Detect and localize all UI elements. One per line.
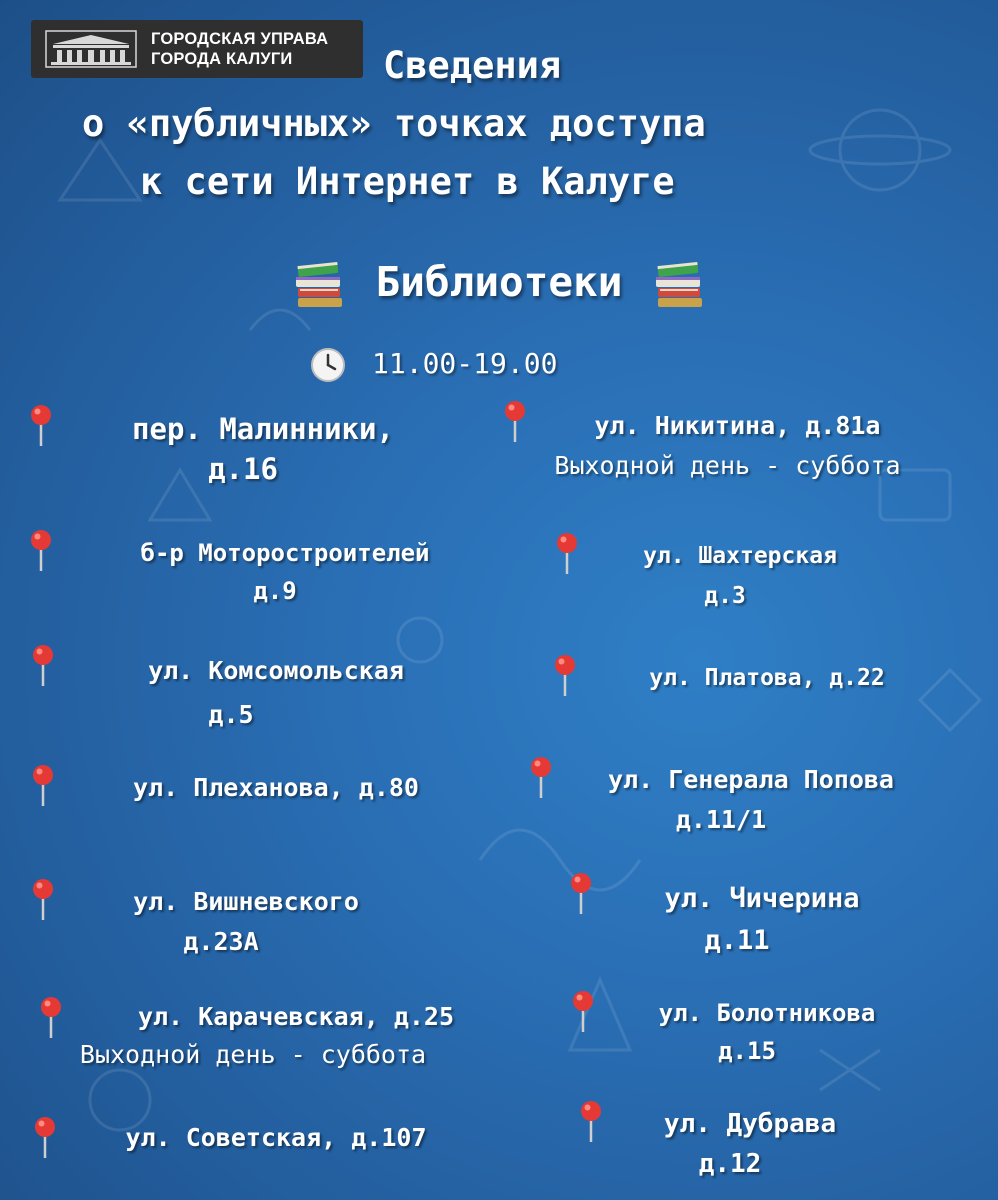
pushpin-icon: [554, 532, 580, 576]
library-address: [612, 878, 912, 962]
address-street: ул. Карачевская, д.25: [137, 1002, 455, 1031]
library-address: [620, 1104, 880, 1184]
library-address: [556, 760, 946, 840]
address-house: д.3: [704, 583, 746, 609]
page-title-line-1: Сведения: [383, 44, 562, 87]
address-house: д.16: [208, 452, 278, 486]
logo-line-1: ГОРОДСКАЯ УПРАВА: [151, 30, 329, 48]
address-street: ул. Болотникова: [658, 999, 876, 1027]
library-address: [612, 994, 922, 1070]
pushpin-icon: [568, 872, 594, 916]
pushpin-icon: [32, 1116, 58, 1160]
books-icon: [652, 260, 706, 310]
logo-line-2: ГОРОДА КАЛУГИ: [151, 50, 293, 68]
address-house: д.23А: [183, 927, 259, 956]
address-house: д.12: [698, 1149, 762, 1179]
page-title-line-2: о «публичных» точках доступа: [82, 102, 706, 145]
address-street: ул. Дубрава: [663, 1109, 837, 1139]
library-address: [28, 998, 508, 1074]
library-address: [55, 534, 515, 610]
address-street: б-р Моторостроителей: [140, 539, 430, 567]
hours-text: 11.00-19.00: [372, 347, 558, 380]
pushpin-icon: [30, 764, 56, 808]
library-address: [590, 536, 890, 616]
address-house: д.5: [208, 700, 254, 729]
address-street: ул. Плеханова, д.80: [133, 773, 419, 802]
library-address: [58, 409, 468, 489]
library-address: [66, 768, 486, 808]
address-street: ул. Комсомольская: [148, 656, 404, 685]
city-administration-logo: [31, 20, 363, 78]
address-street: ул. Чичерина: [664, 883, 860, 914]
opening-hours: [310, 344, 557, 384]
building-emblem-icon: [45, 30, 137, 68]
day-off-note: Выходной день - суббота: [554, 451, 901, 480]
address-house: д.9: [253, 577, 297, 605]
library-address: [66, 1118, 486, 1158]
address-street: ул. Платова, д.22: [649, 665, 885, 691]
pushpin-icon: [552, 654, 578, 698]
section-title: Библиотеки: [375, 258, 623, 306]
library-address: [66, 882, 426, 962]
section-header: [0, 258, 998, 310]
pushpin-icon: [528, 756, 554, 800]
logo-caption: [151, 29, 328, 69]
clock-icon: [310, 347, 346, 383]
pushpin-icon: [570, 990, 596, 1034]
address-street: пер. Малинники,: [132, 412, 394, 446]
address-street: ул. Советская, д.107: [125, 1123, 427, 1152]
books-icon: [292, 260, 346, 310]
library-address: [592, 658, 942, 698]
day-off-note: Выходной день - суббота: [79, 1040, 427, 1069]
library-address: [470, 406, 985, 486]
address-house: д.11: [704, 925, 770, 956]
address-house: д.11/1: [675, 805, 767, 834]
address-street: ул. Шахтерская: [643, 543, 837, 569]
pushpin-icon: [30, 644, 56, 688]
library-address: [66, 649, 486, 737]
pushpin-icon: [30, 878, 56, 922]
address-street: ул. Вишневского: [133, 887, 359, 916]
address-house: д.15: [718, 1037, 776, 1065]
pushpin-icon: [28, 529, 54, 573]
pushpin-icon: [578, 1100, 604, 1144]
address-street: ул. Генерала Попова: [608, 765, 894, 794]
pushpin-icon: [28, 404, 54, 448]
address-street: ул. Никитина, д.81а: [594, 411, 881, 440]
page-title-line-3: к сети Интернет в Калуге: [140, 160, 675, 203]
